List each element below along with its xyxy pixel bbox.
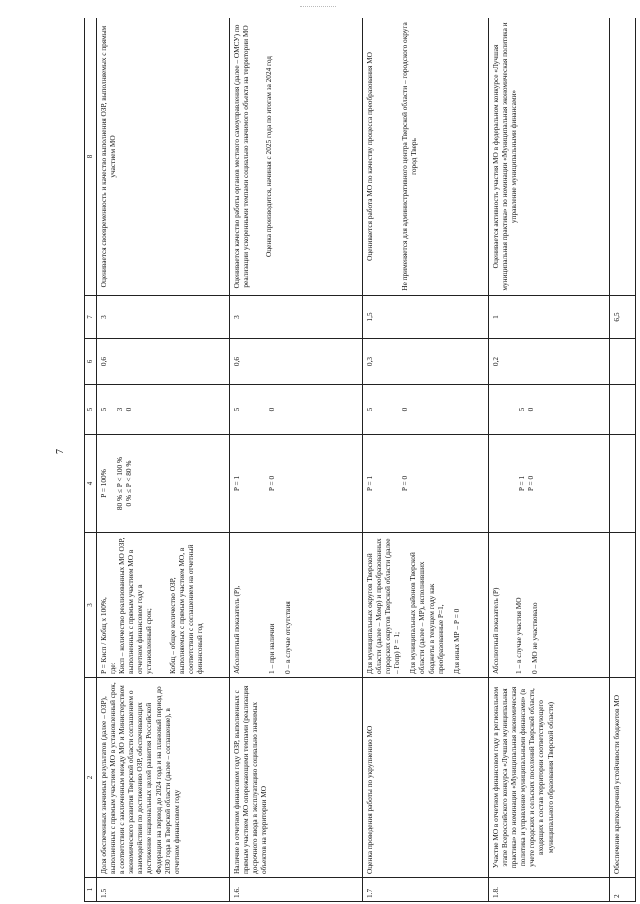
points-value: 5: [365, 407, 374, 412]
row-number: 1.8.: [489, 878, 610, 902]
comment-text: Оценивается работа МО по качеству процесса преобразования МО: [365, 52, 374, 261]
col-number: 3: [85, 533, 97, 678]
row-number: 2: [610, 878, 636, 902]
row-number: 1.6.: [230, 878, 363, 902]
max-score-cell: 3: [230, 296, 363, 339]
page-number: 7: [55, 449, 66, 454]
max-score-cell: 3: [97, 296, 230, 339]
max-score-cell: 1: [489, 296, 610, 339]
weight-cell: 0,6: [97, 339, 230, 385]
col-number: 7: [85, 296, 97, 339]
indicator-name: Оценка проведения работы по укрупнению МО: [363, 678, 489, 878]
max-score-cell: 1,5: [363, 296, 489, 339]
group-row: [610, 18, 636, 902]
formula-cell: [230, 533, 363, 678]
formula-line: 0 – в случае отсутствия: [283, 601, 293, 674]
empty-cell: [610, 18, 636, 296]
formula-line: P = Кисп / Кобщ х 100%,: [99, 597, 108, 674]
formula-line: Кисп – количество реализованных МО ОЗР, выполненных с прямым участием МО в отчетном финансовом году в установленный срок;: [117, 537, 154, 674]
comment-text: Оценка производится, начиная с 2025 года по итогам за 2024 год: [264, 55, 274, 258]
formula-line: 1 – в случае участия МО: [514, 597, 524, 674]
landscape-page: [84, 18, 636, 902]
formula-line: Для муниципальных округов Тверской области (далее – Момр) и преобразованных городских округов Тверской области (далее – Гопр) Р = 1;: [365, 538, 402, 674]
condition-value: P = 0: [526, 475, 536, 492]
points-value: 0: [526, 407, 536, 412]
conditions-cell: [230, 435, 363, 533]
table-row: [230, 18, 363, 902]
points-value: 0: [124, 407, 134, 412]
comment-text: Оценивается активность участия МО в федеральном конкурсе «Лучшая муниципальная практика» по номинации «Муниципальная экономическая политика и управление муниципальными финансами»: [491, 22, 519, 291]
formula-line: 1 – при наличии: [267, 623, 277, 674]
empty-cell: [610, 385, 636, 435]
table-row: [363, 18, 489, 902]
points-value: 3: [115, 407, 125, 412]
indicator-name: Доля обеспеченных значимых результатов (далее – ОЗР), выполненных с прямым участием МО в установленный срок, в соответствии с заключенным между МО и Министерством экономического развития Тверской области соглашением о взаимодействии по достижению ОЗР, обеспечивающих достижение национальных целей развития Российской Федерации на период до 2024 года и на плановый период до 2030 года в Тверской области (далее – соглашение), в отчетном финансовом году: [97, 678, 230, 878]
points-cell: [97, 385, 230, 435]
table-row: [489, 18, 610, 902]
rotated-table-frame: [84, 18, 636, 902]
comment-text: Оценивается своевременность и качество выполнения ОЗР, выполняемых с прямым участием МО: [99, 25, 118, 288]
max-score-cell: 6,5: [610, 296, 636, 339]
comment-cell: [97, 18, 230, 296]
comment-text: Оценивается качество работы органов местного самоуправления (далее – ОМСУ) по реализации ускоренными темпами социально значимого объекта на территории МО: [232, 24, 251, 289]
condition-value: P = 1: [232, 475, 241, 492]
col-number: 4: [85, 435, 97, 533]
points-value: 5: [232, 407, 241, 412]
comment-cell: [489, 18, 610, 296]
points-cell: [489, 385, 610, 435]
weight-cell: 0,2: [489, 339, 610, 385]
condition-value: 80 % ≤ P < 100 %: [115, 456, 125, 511]
points-cell: [230, 385, 363, 435]
points-value: 5: [99, 407, 108, 412]
formula-line: где:: [108, 662, 118, 674]
conditions-cell: [363, 435, 489, 533]
weight-cell: 0,6: [230, 339, 363, 385]
col-number: 1: [85, 878, 97, 902]
formula-cell: [97, 533, 230, 678]
points-value: 0: [267, 407, 277, 412]
comment-text: Не применяется для административного центра Тверской области – городского округа город Тверь: [400, 22, 419, 291]
condition-value: P = 0: [267, 475, 277, 492]
column-number-row: [85, 18, 97, 902]
formula-line: 0 – МО не участвовало: [530, 602, 540, 674]
weight-cell: 0,3: [363, 339, 489, 385]
indicator-name: Наличие в отчетном финансовом году ОЗР, выполненных с прямым участием МО опережающими темпами (реализация досрочного ввода в эксплуатацию социально значимых объектов на территории МО: [230, 678, 363, 878]
criteria-table: [84, 18, 636, 902]
formula-line: Для иных МР – Р = 0: [451, 608, 461, 674]
condition-value: P = 1: [365, 475, 374, 492]
condition-value: P = 100%: [99, 469, 108, 498]
comment-cell: [230, 18, 363, 296]
formula-line: Абсолютный показатель (Р): [491, 587, 500, 674]
points-value: 5: [517, 407, 526, 412]
empty-cell: [610, 435, 636, 533]
points-value: 0: [400, 407, 410, 412]
table-row: [97, 18, 230, 902]
comment-cell: [363, 18, 489, 296]
scan-artifact: [300, 6, 336, 8]
col-number: 6: [85, 339, 97, 385]
condition-value: P = 0: [400, 475, 410, 492]
conditions-cell: [489, 435, 610, 533]
empty-cell: [610, 339, 636, 385]
indicator-name: Участие МО в отчетном финансовом году в региональном этапе Всероссийского конкурса «Лучшая муниципальная практика» по номинации «Муниципальная экономическая политика и управление муниципальными финансами» (в учете городских и сельских поселений Тверской области, входящих в состав территории соответствующего муниципального образования Тверской области): [489, 678, 610, 878]
formula-line: Для муниципальных районов Тверской области (далее – МР), исполнивших бюджеты в текущем году как преобразованные Р=1,: [408, 552, 445, 674]
formula-line: Кобщ – общее количество ОЗР, выполняемых с прямым участием МО, в соответствии с соглашением на отчетный финансовый год: [167, 544, 204, 674]
row-number: 1.7: [363, 878, 489, 902]
formula-cell: [363, 533, 489, 678]
row-number: 1.5: [97, 878, 230, 902]
col-number: 5: [85, 385, 97, 435]
condition-value: 0 % ≤ P < 80 %: [124, 460, 134, 507]
empty-cell: [610, 533, 636, 678]
condition-value: P = 1: [517, 475, 526, 492]
formula-cell: [489, 533, 610, 678]
formula-line: Абсолютный показатель (Р),: [232, 585, 241, 674]
col-number: 2: [85, 678, 97, 878]
points-cell: [363, 385, 489, 435]
col-number: 8: [85, 18, 97, 296]
conditions-cell: [97, 435, 230, 533]
group-name: Обеспечение краткосрочной устойчивости бюджетов МО: [610, 678, 636, 878]
